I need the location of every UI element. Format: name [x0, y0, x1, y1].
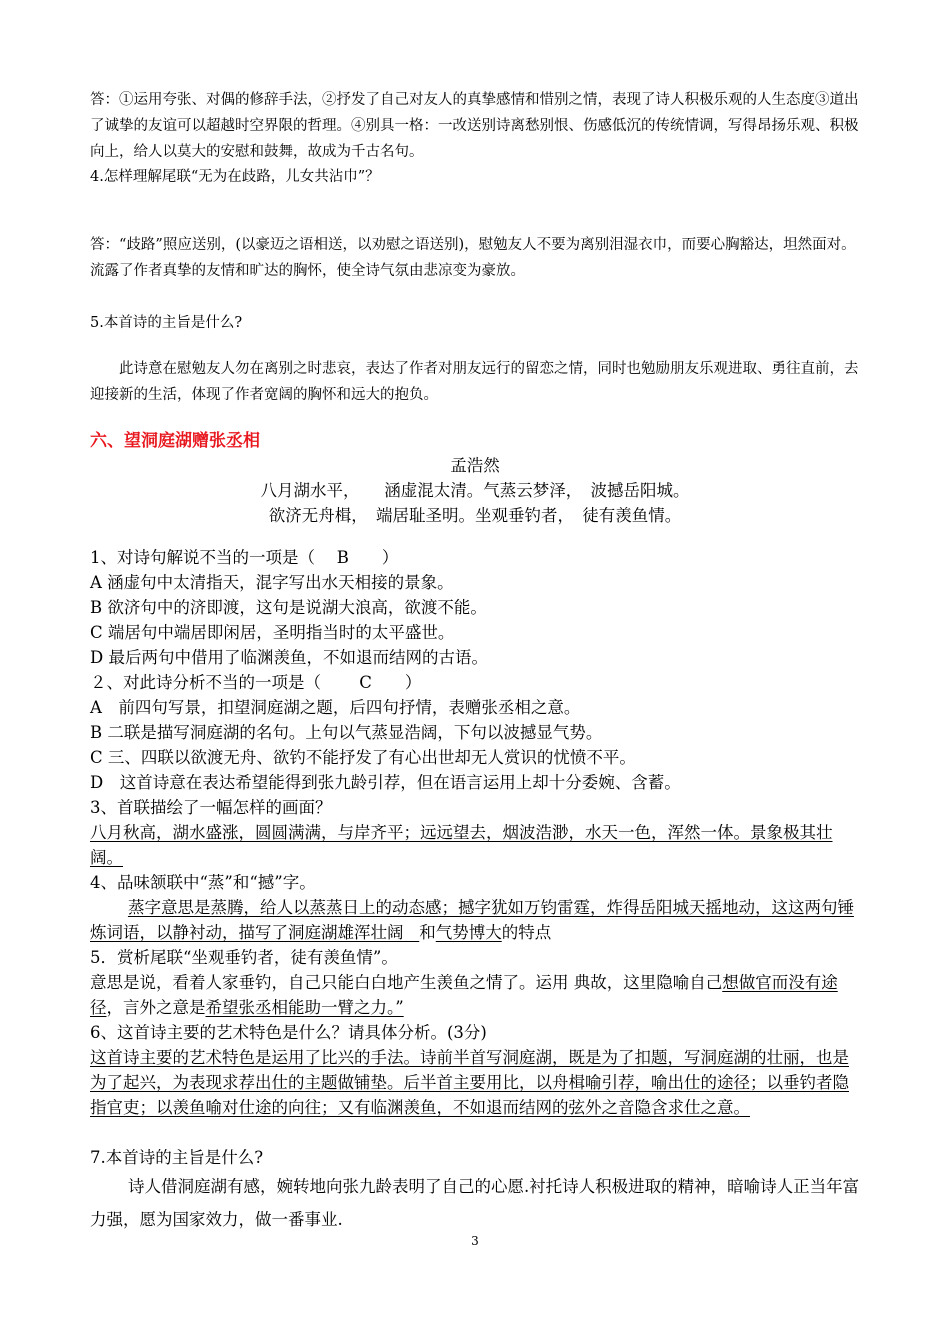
q4-answer-part: 的特点	[501, 923, 552, 942]
q3-answer: 答：①运用夸张、对偶的修辞手法，②抒发了自己对友人的真挚感情和惜别之情，表现了诗人积极乐观的人生态度③道出了诚挚的友谊可以超越时空界限的哲理。④别具一格：一改送别诗离愁别恨、伤感低沉的传统情调，写得昂扬乐观、积极向上，给人以莫大的安慰和鼓舞，故成为千古名句。	[90, 92, 859, 160]
q5-answer: 此诗意在慰勉友人勿在离别之时悲哀，表达了作者对朋友远行的留恋之情，同时也勉励朋友乐观进取、勇往直前，去迎接新的生活，体现了作者宽阔的胸怀和远大的抱负。	[90, 361, 859, 403]
q4-answer-part: 气势博大	[435, 923, 502, 942]
q4-answer-part: 蒸字意思是蒸腾，给人以蒸蒸日上的动态感；撼字犹如万钧雷霆，炸得岳阳城天摇地动，这这两句锤炼词语，以静衬动，	[90, 898, 854, 942]
q7-question: 7.本首诗的主旨是什么?	[90, 1148, 264, 1167]
mc-option: D 最后两句中借用了临渊羡鱼，不如退而结网的古语。	[90, 648, 488, 667]
q3-question: 3、首联描绘了一幅怎样的画面？	[90, 798, 332, 817]
q4-answer-part: 雄浑壮阔	[337, 923, 404, 942]
q4-question: 4.怎样理解尾联“无为在歧路，儿女共沾巾”？	[90, 169, 380, 185]
poem-line-2: 欲济无舟楫， 端居耻圣明。坐观垂钓者， 徒有羡鱼情。	[268, 506, 682, 525]
q3-answer: 八月秋高，湖水盛涨，圆圆满满，与岸齐平；远远望去，烟波浩渺，水天一色，浑然一体。景象极其壮阔。	[90, 823, 833, 867]
q5-answer-part: ，言外之意是	[106, 998, 206, 1017]
poem-author: 孟浩然	[450, 456, 500, 475]
q5-answer-part: 想做官而没有途径	[90, 973, 838, 1017]
mc-option: C 端居句中端居即闲居，圣明指当时的太平盛世。	[90, 623, 455, 642]
q4-answer-part: 和	[419, 923, 436, 942]
q4-question: 4、品味颔联中“蒸”和“撼”字。	[90, 873, 316, 892]
q4-answer-gap	[404, 923, 420, 942]
q7-answer: 诗人借洞庭湖有感，婉转地向张九龄表明了自己的心愿.衬托诗人积极进取的精神，暗喻诗人正当年富力强，愿为国家效力，做一番事业.	[90, 1177, 860, 1229]
mc-option: B 二联是描写洞庭湖的名句。上句以气蒸显浩阔，下句以波撼显气势。	[90, 723, 603, 742]
q4-answer-part: 描写了洞庭湖	[238, 923, 338, 942]
mc-option: A 前四句写景，扣望洞庭湖之题，后四句抒情，表赠张丞相之意。	[90, 698, 581, 717]
q4-answer	[90, 895, 860, 945]
mc-option: B 欲济句中的济即渡，这句是说湖大浪高，欲渡不能。	[90, 598, 487, 617]
q4-answer: 答：“歧路”照应送别，(以豪迈之语相送，以劝慰之语送别)，慰勉友人不要为离别泪湿衣巾，而要心胸豁达，坦然面对。流露了作者真挚的友情和旷达的胸怀，使全诗气氛由悲凉变为豪放。	[90, 237, 856, 279]
mc-question-1: 1、对诗句解说不当的一项是（ B ）	[90, 548, 399, 567]
section-heading: 六、望洞庭湖赠张丞相	[90, 431, 260, 451]
mc-option: C 三、四联以欲渡无舟、欲钓不能抒发了有心出世却无人赏识的忧愤不平。	[90, 748, 636, 767]
q6-answer: 这首诗主要的艺术特色是运用了比兴的手法。诗前半首写洞庭湖，既是为了扣题，写洞庭湖的壮丽，也是为了起兴，为表现求荐出仕的主题做铺垫。后半首主要用比，以舟楫喻引荐，喻出仕的途径；以垂钓者隐指官吏；以羡鱼喻对仕途的向往；又有临渊羡鱼，不如退而结网的弦外之音隐含求仕之意。	[90, 1048, 849, 1117]
page-number: 3	[471, 1234, 479, 1248]
q5-answer-part: 希望张丞相能助一臂之力。”	[205, 998, 404, 1017]
q5-question: 5．赏析尾联“坐观垂钓者，徒有羡鱼情”。	[90, 948, 398, 967]
q5-answer	[90, 970, 860, 1020]
mc-option: D 这首诗意在表达希望能得到张九龄引荐，但在语言运用上却十分委婉、含蓄。	[90, 773, 681, 792]
q5-answer-part: 意思是说，看着人家垂钓，自己只能白白地产生羡鱼之情了。运用 典故，这里隐喻自己	[90, 973, 723, 992]
mc-question-2: ２、对此诗分析不当的一项是（ C ）	[90, 673, 422, 692]
q5-question: 5.本首诗的主旨是什么?	[90, 315, 243, 331]
mc-option: A 涵虚句中太清指天，混字写出水天相接的景象。	[90, 573, 454, 592]
poem-line-1: 八月湖水平， 涵虚混太清。气蒸云梦泽， 波撼岳阳城。	[260, 481, 690, 500]
q6-question: 6、这首诗主要的艺术特色是什么？请具体分析。(3分)	[90, 1023, 487, 1042]
